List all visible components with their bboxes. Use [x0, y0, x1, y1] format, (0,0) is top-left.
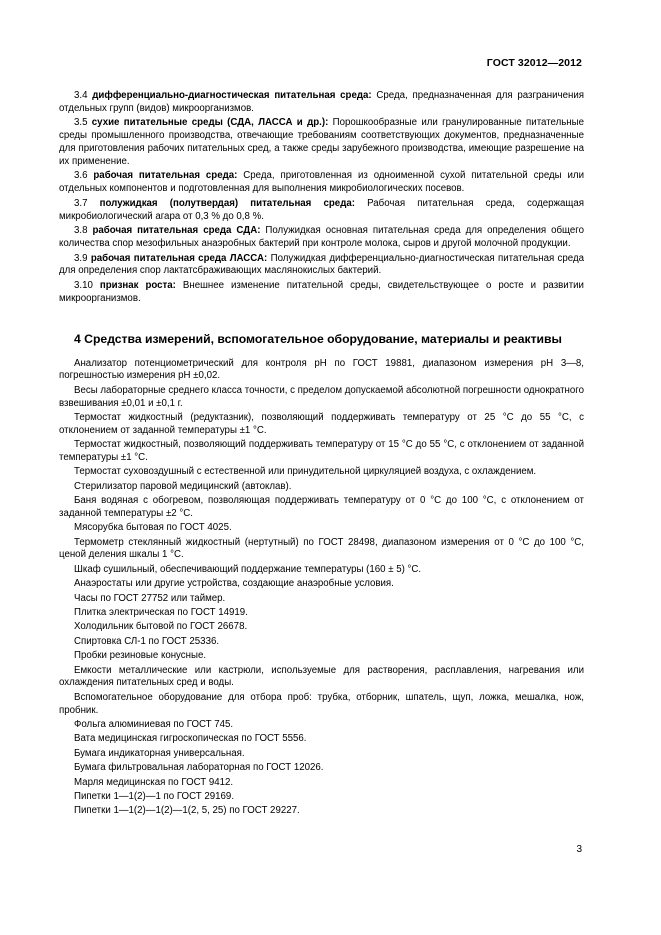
- equipment-item: Анаэростаты или другие устройства, создающие анаэробные условия.: [74, 578, 394, 590]
- equipment-item: Спиртовка СЛ-1 по ГОСТ 25336.: [74, 635, 220, 647]
- definition-term: рабочая питательная среда СДА:: [92, 225, 261, 237]
- definition-number: 3.5: [74, 117, 88, 129]
- definition-term: дифференциально-диагностическая питательная среда:: [92, 90, 372, 101]
- equipment-item: Термостат жидкостный (редуктазник), позволяющий поддерживать температуру от 25 °С до 55 °С, с отклонением от заданной температуры ±1 °С.: [59, 411, 584, 436]
- section-4-items: [59, 358, 584, 819]
- equipment-item: Анализатор потенциометрический для контроля pH по ГОСТ 19881, диапазоном измерения pH 3—8, погрешностью измерения pH ±0,02.: [59, 357, 584, 382]
- definition-item: [59, 225, 584, 251]
- equipment-item: Мясорубка бытовая по ГОСТ 4025.: [74, 522, 232, 534]
- definition-number: 3.6: [74, 170, 88, 182]
- equipment-item: Шкаф сушильный, обеспечивающий поддержание температуры (160 ± 5) °С.: [74, 563, 422, 575]
- equipment-item: Вата медицинская гигроскопическая по ГОСТ 5556.: [74, 733, 307, 745]
- equipment-item: Пипетки 1—1(2)—1(2)—1(2, 5, 25) по ГОСТ 29227.: [74, 805, 300, 817]
- definition-item: [59, 280, 584, 306]
- definition-number: 3.9: [74, 252, 88, 264]
- equipment-item: Емкости металлические или кастрюли, используемые для растворения, расплавления, нагревания или охлаждения питательных сред и воды.: [59, 664, 584, 689]
- definition-item: [59, 170, 584, 196]
- definition-item: [59, 198, 584, 224]
- definition-text: Среда, приготовленная из одноименной сухой питательной среды или отдельных компонентов и подготовленная для выполнения микробиологических посевов.: [59, 170, 584, 195]
- equipment-item: Термометр стеклянный жидкостный (нертутный) по ГОСТ 28498, диапазоном измерения от 0 °С до 100 °С, ценой деления шкалы 1 °С.: [59, 536, 584, 561]
- equipment-item: Термостат суховоздушный с естественной или принудительной циркуляцией воздуха, с охлаждением.: [74, 466, 537, 478]
- equipment-item: Холодильник бытовой по ГОСТ 26678.: [74, 621, 248, 633]
- equipment-item: Пробки резиновые конусные.: [74, 650, 207, 662]
- definition-term: сухие питательные среды (СДА, ЛАССА и др.):: [91, 117, 329, 129]
- page-content: [59, 90, 584, 820]
- equipment-item: Бумага индикаторная универсальная.: [74, 747, 245, 759]
- definition-term: рабочая питательная среда ЛАССА:: [90, 252, 268, 264]
- definition-text: Порошкообразные или гранулированные питательные среды промышленного производства, отвечающие требованиям соответствующих документов, предназначенные для приготовления рабочих питательных сред, а также среды зарубежного производства, имеющие разрешение на их применение.: [59, 117, 584, 167]
- equipment-item: Часы по ГОСТ 27752 или таймер.: [74, 592, 226, 604]
- definition-term: признак роста:: [99, 279, 176, 291]
- equipment-item: Фольга алюминиевая по ГОСТ 745.: [74, 718, 234, 730]
- definition-number: 3.4: [74, 90, 88, 101]
- page-number: 3: [576, 844, 582, 855]
- definition-text: Полужидкая основная питательная среда для определения общего количества спор мезофильных анаэробных бактерий при контроле молока, сыров и другой молочной продукции.: [59, 225, 585, 249]
- definitions-list: [59, 90, 584, 306]
- equipment-item: Марля медицинская по ГОСТ 9412.: [74, 776, 234, 788]
- equipment-item: Плитка электрическая по ГОСТ 14919.: [74, 607, 248, 618]
- equipment-item: Стерилизатор паровой медицинский (автоклав).: [74, 480, 292, 492]
- equipment-item: Термостат жидкостный, позволяющий поддерживать температуру от 15 °С до 55 °С, с отклонением от заданной температуры ±1 °С.: [59, 439, 584, 463]
- definition-item: [59, 253, 584, 279]
- definition-number: 3.10: [74, 279, 93, 291]
- document-header: ГОСТ 32012—2012: [486, 57, 582, 69]
- definition-text: Внешнее изменение питательной среды, свидетельствующее о росте и развитии микроорганизмов.: [59, 279, 584, 304]
- equipment-item: Пипетки 1—1(2)—1 по ГОСТ 29169.: [74, 790, 235, 802]
- equipment-item: Вспомогательное оборудование для отбора проб: трубка, отборник, шпатель, щуп, ложка, мешалка, нож, пробник.: [59, 691, 584, 716]
- definition-text: Среда, предназначенная для разграничения отдельных групп (видов) микроорганизмов.: [59, 90, 584, 114]
- definition-item: [59, 117, 584, 168]
- definition-term: рабочая питательная среда:: [93, 170, 238, 182]
- section-4-title: 4 Средства измерений, вспомогательное оборудование, материалы и реактивы: [74, 331, 562, 346]
- definition-number: 3.8: [74, 225, 88, 237]
- definition-item: [59, 90, 584, 116]
- equipment-item: Бумага фильтровальная лабораторная по ГОСТ 12026.: [74, 762, 324, 774]
- equipment-item: Весы лабораторные среднего класса точности, с пределом допускаемой абсолютной погрешности однократного взвешивания ±0,01 и ±0,1 г.: [59, 384, 584, 409]
- definition-term: полужидкая (полутвердая) питательная среда:: [99, 197, 355, 209]
- equipment-item: Баня водяная с обогревом, позволяющая поддерживать температуру от 0 °С до 100 °С, с отклонением от заданной температуры ±2 °С.: [59, 495, 584, 519]
- definition-text: Рабочая питательная среда, содержащая микробиологический агара от 0,3 % до 0,8 %.: [59, 197, 584, 222]
- definition-number: 3.7: [74, 197, 88, 209]
- definition-text: Полужидкая дифференциально-диагностическая питательная среда для определения спор лактатсбраживающих маслянокислых бактерий.: [59, 252, 584, 277]
